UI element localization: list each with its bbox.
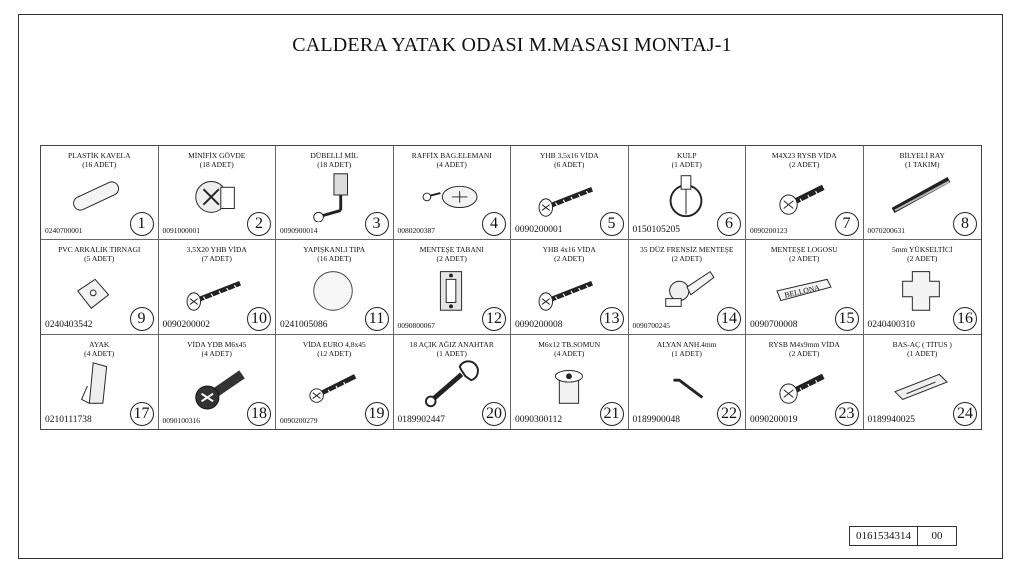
part-cell bbox=[511, 240, 629, 334]
part-number-badge: 15 bbox=[835, 307, 859, 331]
part-cell bbox=[394, 240, 512, 334]
part-cell bbox=[276, 240, 394, 334]
page-title: CALDERA YATAK ODASI M.MASASI MONTAJ-1 bbox=[292, 34, 732, 56]
part-cell bbox=[746, 146, 864, 240]
part-code: 0210111738 bbox=[45, 415, 92, 425]
part-code: 0090200279 bbox=[280, 416, 318, 425]
part-title: 18 AÇIK AĞIZ ANAHTAR bbox=[409, 339, 494, 349]
part-name bbox=[41, 151, 158, 169]
part-name bbox=[276, 340, 393, 358]
part-name bbox=[864, 340, 982, 358]
part-title: 5mm YÜKSELTİCİ bbox=[892, 245, 953, 255]
part-title: RYSB M4x9mm VİDA bbox=[768, 339, 840, 349]
part-number-badge: 16 bbox=[953, 307, 977, 331]
part-code: 0090100316 bbox=[162, 416, 200, 425]
part-title: MENTEŞE TABANI bbox=[419, 245, 484, 255]
part-code: 0090700008 bbox=[750, 319, 798, 330]
part-name bbox=[746, 245, 863, 263]
part-cell bbox=[629, 240, 747, 334]
part-number-badge: 14 bbox=[717, 307, 741, 331]
part-quantity: (2 ADET) bbox=[554, 254, 585, 264]
part-cell bbox=[159, 146, 277, 240]
part-title: BİLYELİ RAY bbox=[899, 151, 945, 160]
part-code: 0090200002 bbox=[162, 319, 210, 330]
part-code: 0240700001 bbox=[45, 226, 83, 236]
wrench-icon bbox=[416, 357, 486, 411]
part-name bbox=[394, 151, 511, 169]
part-name bbox=[41, 340, 158, 358]
part-number-badge: 13 bbox=[600, 307, 624, 331]
hinge-icon bbox=[651, 262, 721, 316]
hinge-logo-cover-icon bbox=[768, 262, 838, 316]
part-quantity: (16 ADET) bbox=[82, 160, 117, 169]
part-quantity: (1 ADET) bbox=[436, 348, 467, 358]
part-number-badge: 20 bbox=[482, 402, 506, 426]
screw-icon bbox=[533, 168, 603, 222]
part-quantity: (16 ADET) bbox=[317, 254, 352, 264]
part-title: PVC ARKALIK TIRNAGI bbox=[58, 245, 141, 255]
part-code: 0091000001 bbox=[162, 226, 200, 236]
hinge-base-icon bbox=[416, 262, 486, 316]
hinge-logo-label: BELLONA bbox=[783, 283, 821, 301]
part-number-badge: 11 bbox=[365, 307, 389, 331]
part-cell bbox=[864, 146, 982, 240]
part-title: VİDA EURO 4,8x45 bbox=[302, 339, 366, 349]
part-number-badge: 12 bbox=[482, 307, 506, 331]
part-quantity: (18 ADET) bbox=[199, 160, 234, 169]
part-quantity: (12 ADET) bbox=[317, 348, 352, 358]
part-number-badge: 22 bbox=[717, 402, 741, 426]
part-number-badge: 4 bbox=[482, 212, 506, 236]
part-title: VİDA YDB M6x45 bbox=[187, 339, 247, 349]
part-code: 0090200123 bbox=[750, 226, 788, 236]
part-cell bbox=[629, 335, 747, 429]
part-number-badge: 6 bbox=[717, 212, 741, 236]
part-name bbox=[394, 245, 511, 263]
part-title: M6x12 TB.SOMUN bbox=[538, 339, 601, 349]
part-code: 0241005086 bbox=[280, 319, 328, 330]
raffix-connector-icon bbox=[416, 168, 486, 222]
part-name bbox=[864, 151, 982, 169]
leg-icon bbox=[63, 357, 133, 411]
part-number-badge: 21 bbox=[600, 402, 624, 426]
part-cell bbox=[394, 146, 512, 240]
part-title: PLASTİK KAVELA bbox=[67, 151, 131, 160]
part-cell bbox=[41, 335, 159, 429]
part-title: RAFFİX BAG.ELEMANI bbox=[411, 151, 492, 160]
part-name bbox=[864, 245, 982, 263]
screw-icon bbox=[533, 262, 603, 316]
part-quantity: (2 ADET) bbox=[436, 254, 467, 264]
back-panel-clip-icon bbox=[63, 262, 133, 316]
part-quantity: (4 ADET) bbox=[201, 348, 232, 358]
part-name bbox=[159, 245, 276, 263]
part-name bbox=[629, 151, 746, 169]
part-name bbox=[511, 340, 628, 358]
part-title: MİNİFİX GÖVDE bbox=[188, 151, 246, 160]
part-title: 3,5X20 YHB VİDA bbox=[186, 245, 247, 255]
revision-number: 00 bbox=[917, 527, 956, 545]
machine-screw-icon bbox=[768, 357, 838, 411]
part-name bbox=[159, 151, 276, 169]
riser-icon bbox=[886, 262, 956, 316]
part-quantity: (2 ADET) bbox=[789, 348, 820, 358]
part-code: 0240400310 bbox=[867, 319, 915, 330]
part-name bbox=[629, 340, 746, 358]
part-code: 0090800067 bbox=[397, 320, 435, 330]
euro-screw-icon bbox=[298, 357, 368, 411]
part-number-badge: 24 bbox=[953, 402, 977, 426]
handle-icon bbox=[651, 168, 721, 222]
part-quantity: (2 ADET) bbox=[907, 254, 938, 264]
part-cell bbox=[159, 240, 277, 334]
part-number-badge: 8 bbox=[953, 212, 977, 236]
part-number-badge: 17 bbox=[130, 402, 154, 426]
part-quantity: (4 ADET) bbox=[436, 160, 467, 169]
part-number-badge: 23 bbox=[835, 402, 859, 426]
part-name bbox=[159, 340, 276, 358]
part-code: 0090200008 bbox=[515, 319, 563, 330]
part-number-badge: 3 bbox=[365, 212, 389, 236]
part-code: 0189902447 bbox=[397, 415, 445, 425]
part-quantity: (5 ADET) bbox=[84, 254, 115, 264]
part-code: 0150105205 bbox=[632, 225, 680, 236]
part-quantity: (2 ADET) bbox=[671, 254, 702, 264]
part-title: YAPIŞKANLI TIPA bbox=[303, 245, 366, 255]
part-quantity: (1 ADET) bbox=[671, 348, 702, 358]
part-cell bbox=[394, 335, 512, 429]
document-number: 0161534314 bbox=[856, 530, 911, 542]
part-number-badge: 1 bbox=[130, 212, 154, 236]
part-quantity: (4 ADET) bbox=[84, 348, 115, 358]
part-cell bbox=[746, 240, 864, 334]
part-quantity: (4 ADET) bbox=[554, 348, 585, 358]
part-cell bbox=[629, 146, 747, 240]
part-name bbox=[394, 340, 511, 358]
part-cell bbox=[159, 335, 277, 429]
part-title: KULP bbox=[676, 151, 697, 160]
part-code: 0080200387 bbox=[397, 226, 435, 236]
part-name bbox=[746, 340, 863, 358]
part-code: 0090200001 bbox=[515, 225, 563, 236]
part-code: 0090200019 bbox=[750, 415, 798, 425]
part-number-badge: 2 bbox=[247, 212, 271, 236]
part-code: 0189940025 bbox=[867, 415, 915, 425]
minifix-body-icon bbox=[181, 168, 251, 222]
part-name bbox=[41, 245, 158, 263]
part-quantity: (1 TAKIM) bbox=[905, 160, 940, 169]
part-number-badge: 10 bbox=[247, 307, 271, 331]
part-title: M4X23 RYSB VİDA bbox=[771, 151, 837, 160]
part-number-badge: 7 bbox=[835, 212, 859, 236]
part-title: BAS-AÇ ( TİTUS ) bbox=[892, 339, 952, 349]
part-title: DÜBELLİ MİL bbox=[310, 151, 359, 160]
part-name bbox=[629, 245, 746, 263]
part-code: 0090300112 bbox=[515, 415, 563, 425]
part-title: ALYAN ANH.4mm bbox=[656, 339, 717, 349]
part-title: AYAK bbox=[89, 339, 110, 349]
screw-icon bbox=[181, 262, 251, 316]
push-open-icon bbox=[886, 357, 956, 411]
part-quantity: (7 ADET) bbox=[201, 254, 232, 264]
part-code: 0070200631 bbox=[867, 226, 905, 236]
part-name bbox=[276, 245, 393, 263]
part-code: 0189900048 bbox=[632, 415, 680, 425]
part-title: YHB 4x16 VİDA bbox=[542, 245, 596, 255]
part-quantity: (18 ADET) bbox=[317, 160, 352, 169]
part-name bbox=[276, 151, 393, 169]
adhesive-cap-icon bbox=[298, 262, 368, 316]
nut-icon bbox=[533, 357, 603, 411]
part-title: MENTEŞE LOGOSU bbox=[770, 245, 838, 255]
part-cell bbox=[511, 335, 629, 429]
part-cell bbox=[276, 146, 394, 240]
part-number-badge: 5 bbox=[600, 212, 624, 236]
part-cell bbox=[41, 146, 159, 240]
part-quantity: (2 ADET) bbox=[789, 254, 820, 264]
ball-rail-icon bbox=[886, 168, 956, 222]
part-cell bbox=[746, 335, 864, 429]
part-title: YHB 3,5x16 VİDA bbox=[539, 151, 599, 160]
bolt-dowel-icon bbox=[298, 168, 368, 222]
part-number-badge: 19 bbox=[365, 402, 389, 426]
part-name bbox=[511, 151, 628, 169]
parts-grid bbox=[40, 145, 982, 430]
dowel-icon bbox=[63, 168, 133, 222]
part-quantity: (2 ADET) bbox=[789, 160, 820, 169]
part-number-badge: 18 bbox=[247, 402, 271, 426]
part-name bbox=[511, 245, 628, 263]
part-quantity: (6 ADET) bbox=[554, 160, 585, 169]
hex-key-icon bbox=[651, 357, 721, 411]
bolt-icon bbox=[181, 357, 251, 411]
part-quantity: (1 ADET) bbox=[907, 348, 938, 358]
part-cell bbox=[511, 146, 629, 240]
part-code: 0240403542 bbox=[45, 319, 93, 330]
part-number-badge: 9 bbox=[130, 307, 154, 331]
part-code: 0090900014 bbox=[280, 226, 318, 236]
part-cell bbox=[276, 335, 394, 429]
part-cell bbox=[864, 335, 982, 429]
part-cell bbox=[864, 240, 982, 334]
part-cell bbox=[41, 240, 159, 334]
part-title: 35 DÜZ FRENSİZ MENTEŞE bbox=[639, 245, 734, 255]
part-quantity: (1 ADET) bbox=[671, 160, 702, 169]
document-footer bbox=[849, 526, 957, 546]
machine-screw-icon bbox=[768, 168, 838, 222]
part-code: 0090700245 bbox=[632, 320, 670, 330]
part-name bbox=[746, 151, 863, 169]
